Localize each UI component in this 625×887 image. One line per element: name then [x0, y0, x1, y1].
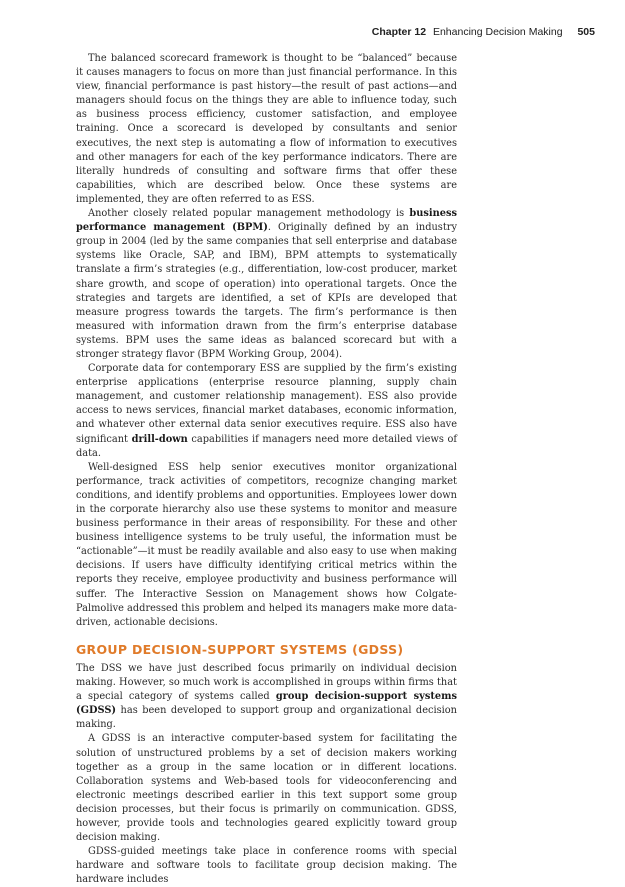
chapter-title: Enhancing Decision Making: [432, 26, 563, 38]
paragraph-well-designed-ess: Well-designed ESS help senior executives monitor organizational performance, track activities of competitors, recognize changing market conditions, and identify problems and opportunities. Employees lower down in the corporate hierarchy also use these systems to monitor and measure business performance in their areas of responsibility. For these and other business intelligence systems to be truly useful, the information must be “actionable”—it must be readily available and also easy to use when making decisions. If users have difficulty identifying critical metrics within the reports they receive, employee productivity and business performance will suffer. The Interactive Session on Management shows how Colgate-Palmolive addressed this problem and helped its managers make more data-driven, actionable decisions.: [76, 461, 457, 628]
page-body: [76, 52, 457, 887]
paragraph-balanced-scorecard: The balanced scorecard framework is thought to be “balanced” because it causes managers to focus on more than just financial performance. In this view, financial performance is past history—the result of past actions—and managers should focus on the things they are able to influence today, such as business process efficiency, customer satisfaction, and employee training. Once a scorecard is developed by consultants and senior executives, the next step is automating a flow of information to executives and other managers for each of the key performance indicators. There are literally hundreds of consulting and software firms that offer these capabilities, which are described below. Once these systems are implemented, they are often referred to as ESS.: [76, 53, 457, 205]
chapter-label: Chapter 12: [371, 26, 427, 38]
paragraph-gdss-intro: [76, 662, 457, 732]
paragraph-corporate-data-text-b: capabilities if managers need more detailed views of data.: [76, 433, 457, 459]
paragraph-gdss-meetings: GDSS-guided meetings take place in conference rooms with special hardware and software tools to facilitate group decision making. The hardware includes: [76, 846, 457, 886]
key-term-bpm: business performance management (BPM): [76, 208, 457, 234]
paragraph-gdss-definition: A GDSS is an interactive computer-based system for facilitating the solution of unstructured problems by a set of decision makers working together as a group in the same location or in different locations. Collaboration systems and Web-based tools for videoconferencing and electronic meetings described earlier in this text support some group decision processes, but their focus is primarily on communication. GDSS, however, provide tools and technologies geared explicitly toward group decision making.: [76, 733, 457, 844]
running-header: [76, 26, 595, 38]
page-number: 505: [577, 26, 595, 38]
section-heading-gdss: GROUP DECISION-SUPPORT SYSTEMS (GDSS): [76, 641, 404, 657]
paragraph-bpm: [76, 207, 457, 362]
paragraph-bpm-text-b: . Originally defined by an industry group in 2004 (led by the same companies that sell enterprise and database systems like Oracle, SAP, and IBM), BPM attempts to systematically translate a firm’s strategies (e.g., differentiation, low-cost producer, market share growth, and scope of operation) into operational targets. Once the strategies and targets are identified, a set of KPIs are developed that measure progress towards the targets. The firm’s performance is then measured with information drawn from the firm’s enterprise database systems. BPM uses the same ideas as balanced scorecard but with a stronger strategy flavor (BPM Working Group, 2004).: [76, 222, 457, 360]
paragraph-gdss-intro-text-b: has been developed to support group and organizational decision making.: [76, 705, 457, 731]
key-term-gdss: group decision-support systems (GDSS): [76, 691, 457, 717]
paragraph-corporate-data: [76, 362, 457, 461]
paragraph-bpm-text-a: Another closely related popular management methodology is: [88, 208, 410, 220]
paragraph-gdss-intro-text-a: The DSS we have just described focus primarily on individual decision making. However, so much work is accomplished in groups within firms that a special category of systems called: [76, 662, 457, 703]
paragraph-corporate-data-text-a: Corporate data for contemporary ESS are supplied by the firm’s existing enterprise applications (enterprise resource planning, supply chain management, and customer relationship management). ESS also provide access to news services, financial market databases, economic information, and whatever other external data senior executives require. ESS also have significant: [76, 363, 457, 445]
key-term-drill-down: drill-down: [131, 433, 188, 445]
